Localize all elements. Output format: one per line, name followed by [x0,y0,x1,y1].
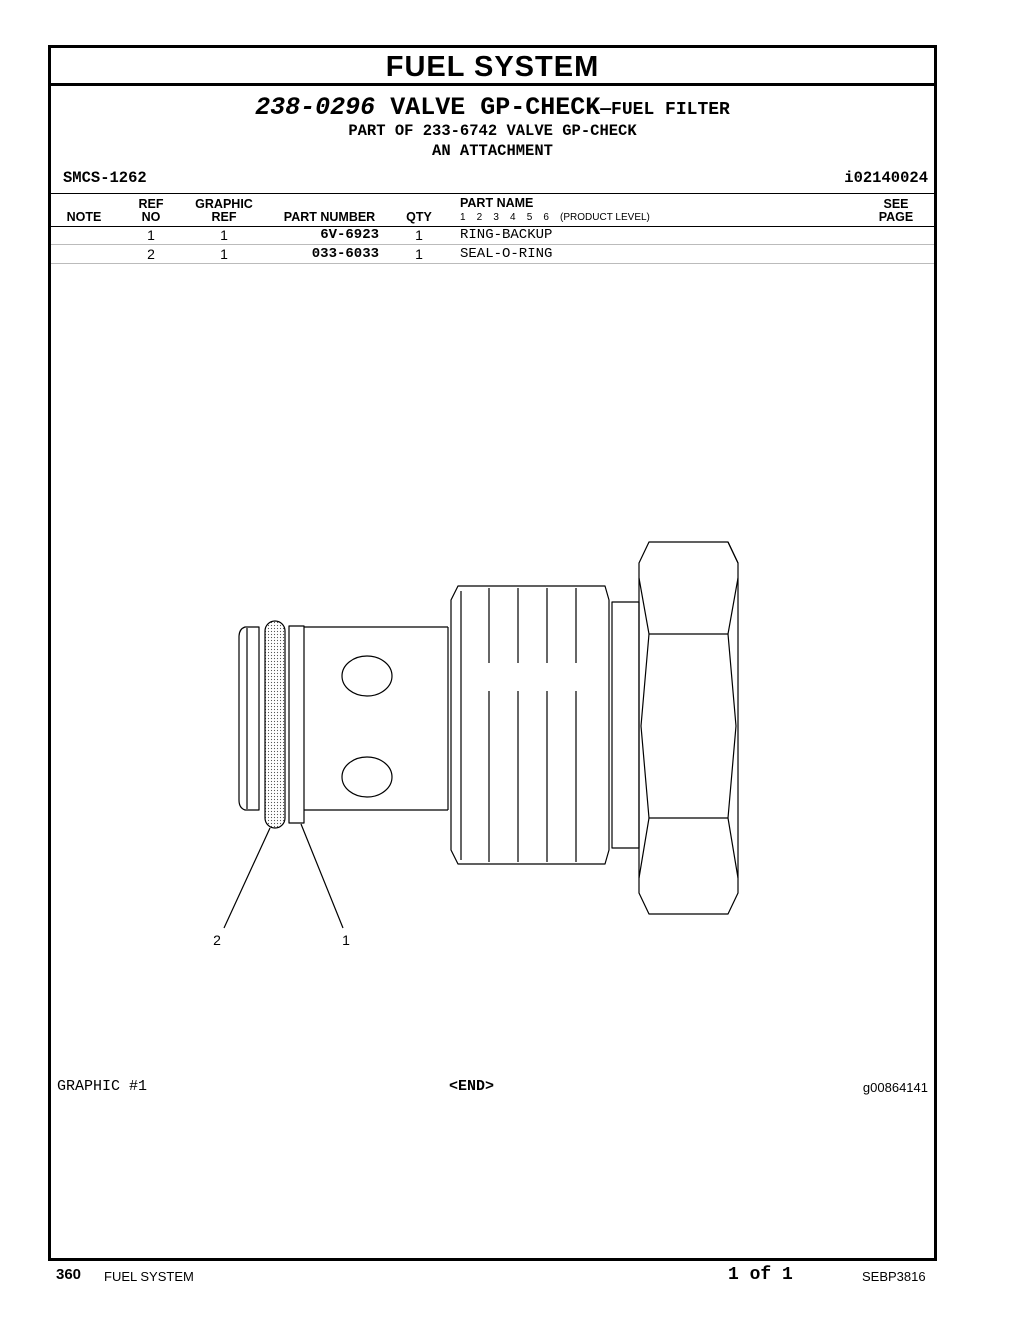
end-marker: <END> [449,1078,495,1095]
row-graphic-ref: 1 [220,246,228,262]
header-part-name: PART NAME [460,196,534,210]
part-of-line: PART OF 233-6742 VALVE GP-CHECK [348,122,637,140]
row-graphic-ref: 1 [220,227,228,243]
o-ring-seal [265,621,285,828]
page-frame [48,45,937,1261]
header-graphic-ref-line1: GRAPHIC [195,197,253,211]
header-ref-no-line1: REF [138,197,164,211]
header-part-number: PART NUMBER [283,210,376,224]
valve-body [304,627,448,810]
header-see-page-line2: PAGE [878,210,914,224]
backup-ring [289,626,304,823]
row-ref-no: 1 [147,227,155,243]
header-product-levels: 1 2 3 4 5 6 (PRODUCT LEVEL) [460,212,650,223]
valve-port-lower [342,757,392,797]
heading-part-suffix: —FUEL FILTER [600,100,730,120]
callout-1: 1 [342,932,350,948]
header-see-page-line1: SEE [883,197,909,211]
header-graphic-ref-line2: REF [211,210,237,224]
valve-hex-nut [639,542,738,914]
row-ref-no: 2 [147,246,155,262]
valve-illustration [51,48,934,1258]
callout-2: 2 [213,932,221,948]
row-part-number: 033-6033 [311,246,379,262]
row-part-name: SEAL-O-RING [460,246,553,262]
row-qty: 1 [415,246,423,262]
valve-port-upper [342,656,392,696]
illustration-id: i02140024 [844,169,928,187]
valve-end-cap [239,627,259,810]
row-part-name: RING-BACKUP [460,227,553,243]
smcs-code: SMCS-1262 [63,169,147,187]
attachment-line: AN ATTACHMENT [432,142,553,160]
graphic-id: g00864141 [862,1080,928,1095]
page-of-count: 1 of 1 [728,1265,793,1285]
valve-collar [451,586,609,864]
heading-part-name: VALVE GP-CHECK [390,93,601,122]
graphic-label: GRAPHIC #1 [57,1078,148,1095]
valve-neck [612,602,639,848]
header-qty: QTY [406,210,432,224]
heading-part-number: 238-0296 [255,93,376,122]
callout-leader-2 [224,828,270,928]
section-title: FUEL SYSTEM [51,48,934,86]
page-number: 360 [56,1266,82,1283]
row-qty: 1 [415,227,423,243]
row-part-number: 6V-6923 [320,227,379,243]
footer-section-name: FUEL SYSTEM [104,1269,194,1284]
header-ref-no-line2: NO [141,210,161,224]
callout-leader-1 [301,824,343,928]
document-id: SEBP3816 [862,1269,926,1284]
header-note: NOTE [66,210,102,224]
